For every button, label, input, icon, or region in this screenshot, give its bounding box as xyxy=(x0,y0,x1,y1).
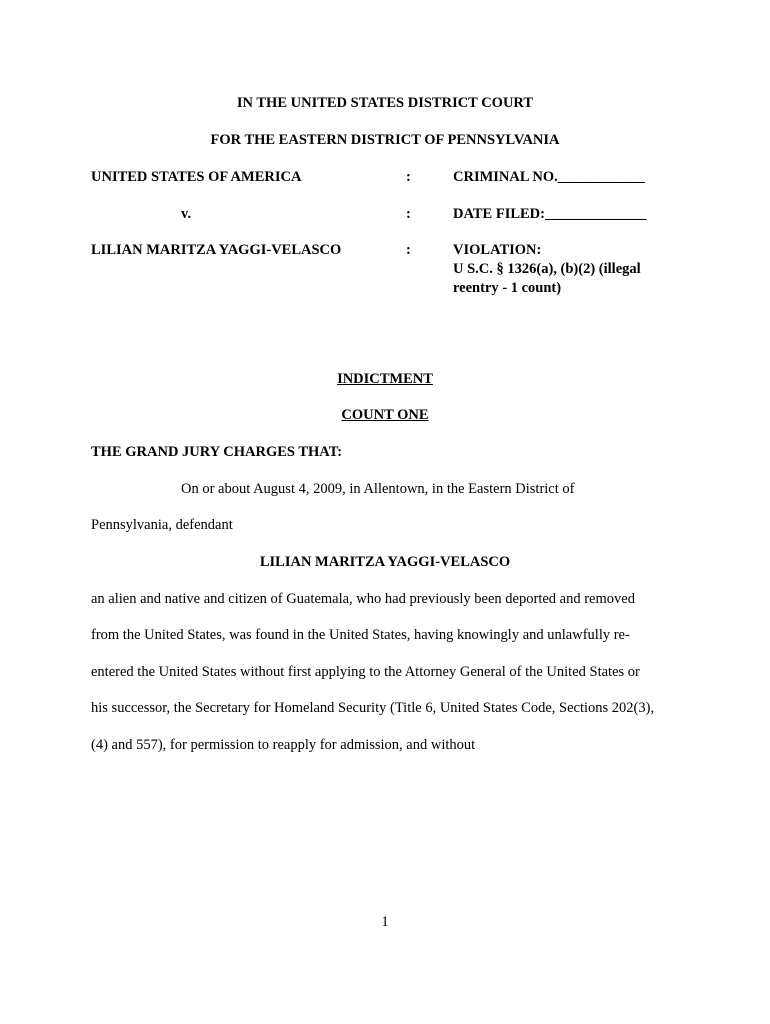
paragraph-line: (4) and 557), for permission to reapply for admission, and without xyxy=(91,737,476,753)
caption-separator: : xyxy=(406,206,411,222)
caption-plaintiff: UNITED STATES OF AMERICA xyxy=(91,169,302,185)
caption-separator: : xyxy=(406,242,411,258)
grand-jury-heading: THE GRAND JURY CHARGES THAT: xyxy=(91,444,343,460)
paragraph-line: from the United States, was found in the United States, having knowingly and unlawfully re- xyxy=(91,627,630,643)
paragraph-line: Pennsylvania, defendant xyxy=(91,517,233,533)
page-number: 1 xyxy=(381,914,389,930)
paragraph-line: an alien and native and citizen of Guatemala, who had previously been deported and removed xyxy=(91,591,635,607)
paragraph-line: his successor, the Secretary for Homeland Security (Title 6, United States Code, Sections 202(3), xyxy=(91,700,655,716)
caption-separator: : xyxy=(406,169,411,185)
caption-versus: v. xyxy=(181,206,192,222)
caption-defendant: LILIAN MARITZA YAGGI-VELASCO xyxy=(91,242,342,258)
date-filed: DATE FILED:______________ xyxy=(453,206,647,222)
court-title: IN THE UNITED STATES DISTRICT COURT xyxy=(236,95,534,111)
paragraph-line: On or about August 4, 2009, in Allentown, in the Eastern District of xyxy=(181,481,575,497)
count-one-heading: COUNT ONE xyxy=(341,407,429,423)
defendant-name: LILIAN MARITZA YAGGI-VELASCO xyxy=(259,554,511,570)
criminal-number: CRIMINAL NO.____________ xyxy=(453,169,645,185)
indictment-heading: INDICTMENT xyxy=(337,371,433,387)
paragraph-line: entered the United States without first applying to the Attorney General of the United States or xyxy=(91,664,640,680)
violation-count: reentry - 1 count) xyxy=(453,280,562,296)
violation-label: VIOLATION: xyxy=(453,242,542,258)
court-district: FOR THE EASTERN DISTRICT OF PENNSYLVANIA xyxy=(210,132,560,148)
violation-statute: U S.C. § 1326(a), (b)(2) (illegal xyxy=(453,261,641,277)
